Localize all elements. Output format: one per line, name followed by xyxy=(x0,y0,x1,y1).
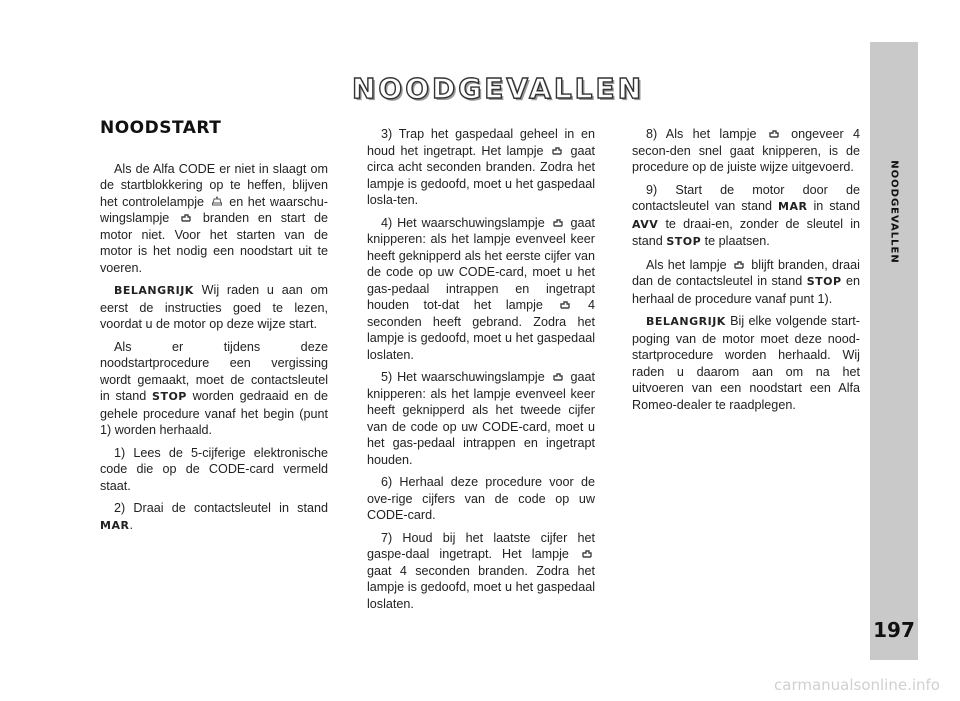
keyword: BELANGRIJK xyxy=(646,315,726,328)
engine-warning-icon xyxy=(768,128,780,139)
keyword: MAR xyxy=(778,200,808,213)
column-2 xyxy=(367,126,595,618)
paragraph xyxy=(367,530,595,613)
paragraph xyxy=(100,339,328,439)
text: gaat 4 seconden branden. Zodra het lampje is gedoofd, moet u het gaspedaal loslaten. xyxy=(367,563,595,611)
text: gaat circa acht seconden branden. Zodra het lampje is gedoofd, moet u het gaspedaal losla-ten. xyxy=(367,143,596,207)
text: gaat knipperen: als het lampje evenveel keer heeft geknipperd als het tweede cijfer van de code op uw CODE-card, moet u het gas-pedaal intrappen en ingetrapt houden. xyxy=(367,370,595,467)
paragraph xyxy=(632,257,860,308)
section-title: NOODSTART xyxy=(100,118,222,138)
text: 4) Het waarschuwingslampje xyxy=(381,215,545,230)
text: . xyxy=(129,517,133,532)
car-key-warning-icon xyxy=(211,196,223,207)
text: gaat knipperen: als het lampje evenveel keer heeft geknipperd als het eerste cijfer van de code op uw CODE-card, moet u het gas-pedaal intrappen en ingetrapt houden tot-dat het lampje xyxy=(367,215,595,312)
engine-warning-icon xyxy=(581,548,593,559)
engine-warning-icon xyxy=(733,259,745,270)
text: Als er tijdens deze noodstartprocedure een vergissing wordt gemaakt, moet de contactsleutel in stand xyxy=(100,339,328,403)
text: ongeveer 4 secon-den snel gaat knipperen, is de procedure op de juiste wijze uitgevoerd. xyxy=(632,127,860,174)
text: 2) Draai de contactsleutel in stand xyxy=(114,501,328,515)
paragraph xyxy=(100,282,328,333)
engine-warning-icon xyxy=(559,299,571,310)
column-1 xyxy=(100,120,328,540)
text: branden en start de motor niet. Voor het starten van de motor is het nodig een noodstart uit te voeren. xyxy=(100,211,328,275)
text: te plaatsen. xyxy=(704,234,770,248)
sidebar-chapter-title xyxy=(870,112,918,312)
paragraph xyxy=(367,369,595,468)
keyword: AVV xyxy=(632,217,659,231)
column-3 xyxy=(632,126,860,419)
text: 4 seconden heeft gebrand. Zodra het lampje is gedoofd, moet u het gaspedaal loslaten. xyxy=(367,298,595,362)
page-number: 197 xyxy=(873,618,915,642)
paragraph xyxy=(100,500,328,534)
paragraph: 6) Herhaal deze procedure voor de ove-rige cijfers van de code op uw CODE-card. xyxy=(367,475,595,522)
sidebar-title-text: NOODGEVALLEN xyxy=(888,160,900,264)
text: Wij raden u aan om eerst de instructies goed te lezen, voordat u de motor op deze wijze start. xyxy=(100,283,329,331)
text: 3) Trap het gaspedaal geheel in en houd het ingetrapt. Het lampje xyxy=(367,127,595,158)
paragraph xyxy=(632,182,860,251)
text: blijft branden, draai dan de contactsleutel in stand xyxy=(632,257,860,288)
watermark: carmanualsonline.info xyxy=(774,676,940,694)
text: 7) Houd bij het laatste cijfer het gaspe-daal ingetrapt. Het lampje xyxy=(367,530,595,561)
keyword: STOP xyxy=(666,235,702,248)
text: en het waarschu-wingslampje xyxy=(100,194,328,225)
paragraph xyxy=(632,313,860,413)
keyword: STOP xyxy=(806,275,842,288)
keyword: BELANGRIJK xyxy=(114,284,194,297)
text: 5) Het waarschuwingslampje xyxy=(381,370,545,384)
engine-warning-icon xyxy=(552,371,564,382)
text: 8) Als het lampje xyxy=(646,127,757,141)
text: Als de Alfa CODE er niet in slaagt om de startblokkering op te heffen, blijven het controlelampje xyxy=(100,161,328,209)
text: in stand xyxy=(813,199,861,213)
paragraph xyxy=(367,215,595,364)
paragraph xyxy=(100,161,328,277)
paragraph xyxy=(367,126,595,209)
text: Bij elke volgende start-poging van de motor moet deze nood-startprocedure worden herhaald. Wij raden u daarom aan om na het uitvoeren van een noodstart een Alfa Romeo-dealer te raadplegen. xyxy=(632,314,860,412)
text: en herhaal de procedure vanaf punt 1). xyxy=(632,274,861,306)
text: te draai-en, zonder de sleutel in stand xyxy=(632,216,860,248)
text: Als het lampje xyxy=(646,257,727,272)
paragraph: 1) Lees de 5-cijferige elektronische code die op de CODE-card vermeld staat. xyxy=(100,445,328,493)
sidebar-tab xyxy=(870,42,918,660)
text: worden gedraaid en de gehele procedure vanaf het begin (punt 1) worden herhaald. xyxy=(100,389,328,437)
engine-warning-icon xyxy=(551,145,563,156)
keyword: MAR xyxy=(100,518,130,532)
engine-warning-icon xyxy=(552,217,564,228)
paragraph xyxy=(632,126,860,176)
text: 9) Start de motor door de contactsleutel van stand xyxy=(632,182,860,213)
chapter-title: NOODGEVALLEN xyxy=(352,72,645,105)
engine-warning-icon xyxy=(180,212,192,223)
keyword: STOP xyxy=(152,390,187,403)
